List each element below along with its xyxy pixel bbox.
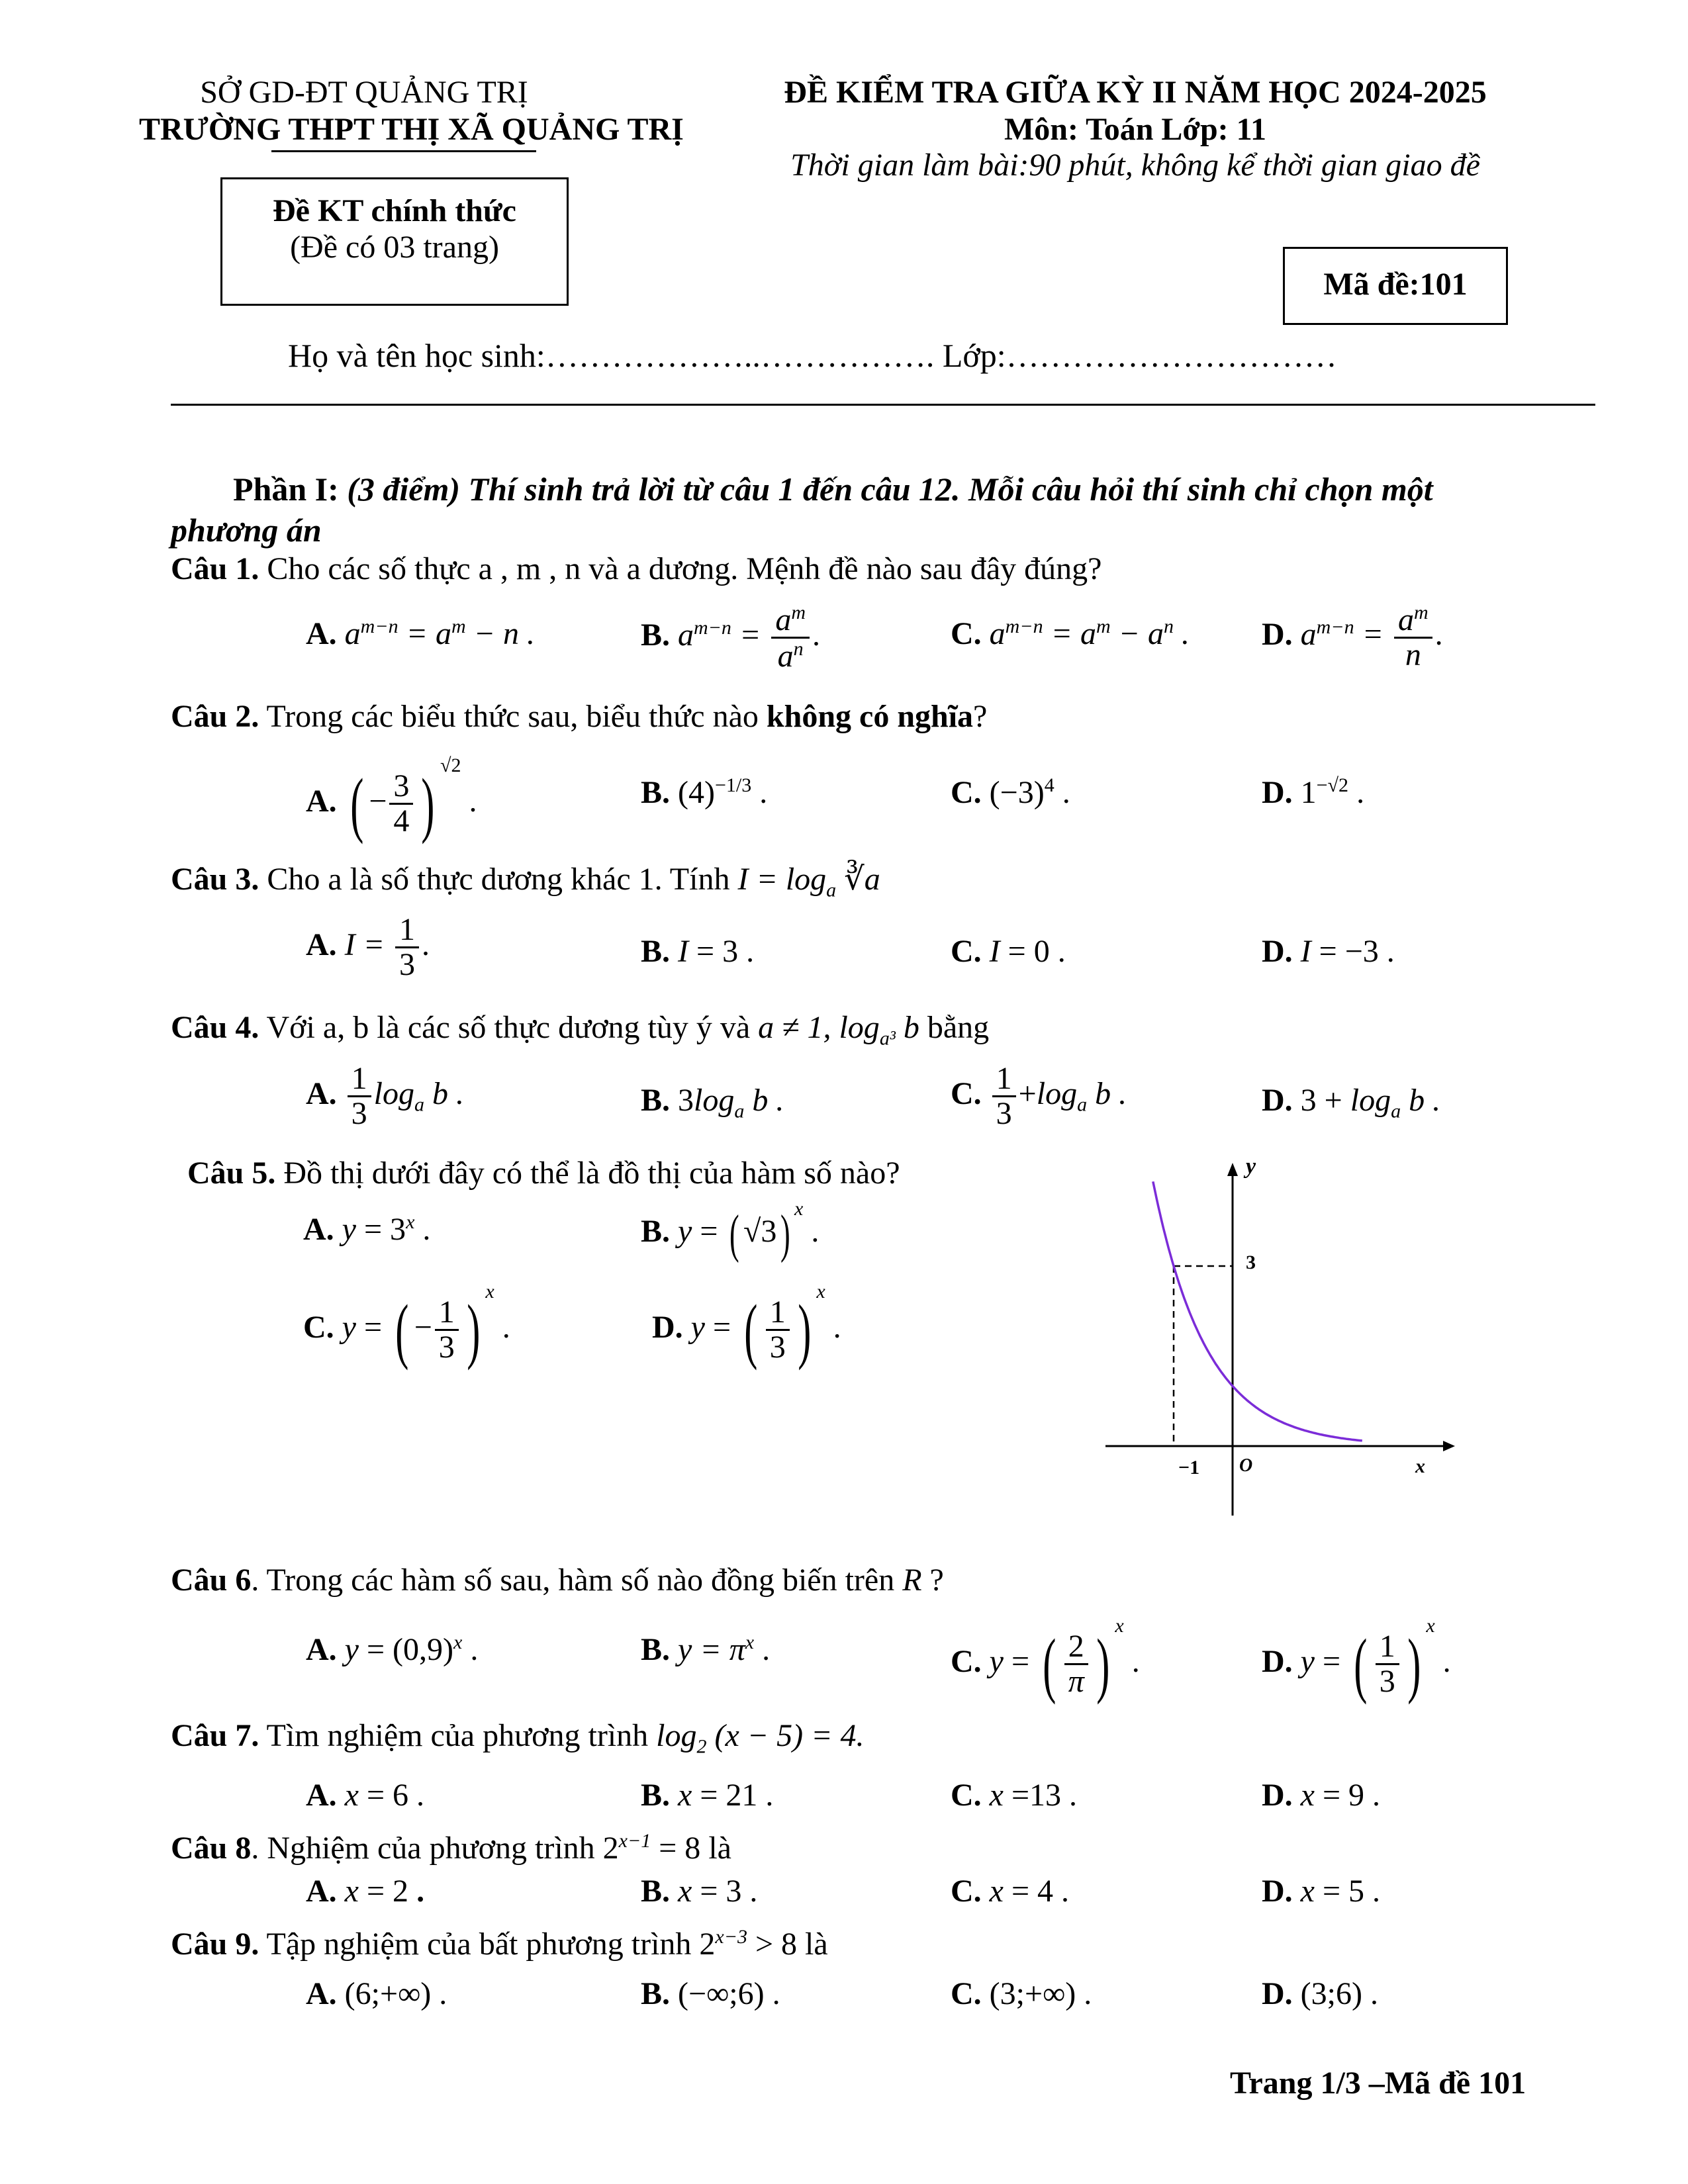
- question-4: Câu 4. Với a, b là các số thực dương tùy ý và a ≠ 1, $\log_{a^3} b$ bằng: [171, 1010, 990, 1050]
- part1-heading-cont: phương án: [171, 512, 322, 549]
- exponential-curve: [1153, 1181, 1362, 1441]
- x-axis-arrow: [1443, 1441, 1455, 1451]
- q6-option-c[interactable]: C. y = ( $\frac{2}{\pi}$ ) $^x$ .: [951, 1615, 1140, 1705]
- question-2: Câu 2. Trong các biểu thức sau, biểu thức nào không có nghĩa?: [171, 699, 988, 734]
- q5-option-b[interactable]: B. y = ( √3) $^x$ .: [641, 1198, 820, 1263]
- graph-y-tick: 3: [1246, 1251, 1256, 1273]
- graph-x-tick: −1: [1178, 1457, 1200, 1479]
- header-school: TRƯỜNG THPT THỊ XÃ QUẢNG TRỊ: [139, 112, 684, 147]
- official-box: [220, 177, 569, 306]
- school-underline: [271, 150, 536, 152]
- exam-time: Thời gian làm bài:90 phút, không kể thời gian giao đề: [790, 148, 1480, 183]
- exam-title: ĐỀ KIỂM TRA GIỮA KỲ II NĂM HỌC 2024-2025: [784, 75, 1487, 110]
- question-3: Câu 3. Cho a là số thực dương khác 1. Tính $I = \log_a$ ∛a: [171, 862, 880, 901]
- official-line1: Đề KT chính thức: [273, 193, 516, 228]
- q5-option-d[interactable]: D. y = ( $\frac{1}{3}$ ) $^x$ .: [652, 1281, 841, 1371]
- question-5: Câu 5. Đồ thị dưới đây có thể là đồ thị của hàm số nào?: [187, 1156, 900, 1191]
- graph-x-label: x: [1415, 1455, 1425, 1477]
- q6-option-d[interactable]: D. y = ( $\frac{1}{3}$ ) $^x$ .: [1262, 1615, 1451, 1705]
- q4-option-c[interactable]: C. $\frac{1}{3}$ $+\log_a$ b .: [951, 1061, 1127, 1132]
- question-7: Câu 7. Tìm nghiệm của phương trình $\log_2 (x - 5) = 4$.: [171, 1718, 865, 1758]
- part1-heading: Phần I: (3 điểm) Thí sinh trả lời từ câu 1 đến câu 12. Mỗi câu hỏi thí sinh chỉ chọn một: [233, 471, 1433, 508]
- page-footer: Trang 1/3 –Mã đề 101: [1230, 2066, 1526, 2101]
- q9-option-d[interactable]: D. (3;6) .: [1262, 1976, 1378, 2011]
- graph-origin-label: O: [1239, 1455, 1253, 1476]
- q2-option-a[interactable]: A. ( − $\frac{3}{4}$ ) $^{√2}$ .: [306, 754, 477, 844]
- q6-option-b[interactable]: B. $y = \pi^x$ .: [641, 1631, 771, 1667]
- q3-option-d[interactable]: D. I = −3 .: [1262, 934, 1395, 969]
- q2-option-c[interactable]: C. $(-3)^4$ .: [951, 774, 1070, 810]
- official-line2: (Đề có 03 trang): [290, 230, 499, 265]
- q7-option-b[interactable]: B. x = 21 .: [641, 1778, 774, 1813]
- q9-option-a[interactable]: A. (6;+∞) .: [306, 1976, 447, 2011]
- q1-option-d[interactable]: D. $a^{m-n}$ = $\frac{a^m}{n}$ .: [1262, 602, 1443, 673]
- exam-code: Mã đề:101: [1323, 267, 1468, 302]
- q5-option-c[interactable]: C. y = ( − $\frac{1}{3}$ ) $^x$ .: [303, 1281, 510, 1371]
- question-9: Câu 9. Tập nghiệm của bất phương trình $2^{x-3} > 8$ là: [171, 1926, 828, 1962]
- q7-option-a[interactable]: A. x = 6 .: [306, 1778, 425, 1813]
- graph-y-label: y: [1246, 1155, 1256, 1179]
- question-1: Câu 1. Cho các số thực a , m , n và a dương. Mệnh đề nào sau đây đúng?: [171, 551, 1102, 586]
- exam-subject: Môn: Toán Lớp: 11: [1004, 112, 1267, 147]
- q1-option-b[interactable]: B. $a^{m-n}$ = $\frac{a^m}{a^n}$ .: [641, 602, 820, 674]
- q2-option-d[interactable]: D. $1^{-√2}$ .: [1262, 774, 1365, 810]
- q6-option-a[interactable]: A. $y = (0,9)^x$ .: [306, 1631, 479, 1667]
- q3-option-b[interactable]: B. I = 3 .: [641, 934, 755, 969]
- q5-graph: [1092, 1155, 1463, 1525]
- q3-option-c[interactable]: C. I = 0 .: [951, 934, 1066, 969]
- q1-option-a[interactable]: A. $a^{m-n} = a^m - n$ .: [306, 615, 536, 651]
- header-divider: [171, 404, 1595, 406]
- question-6: Câu 6. Trong các hàm số sau, hàm số nào đồng biến trên R ?: [171, 1563, 944, 1598]
- exam-code-box: [1283, 247, 1508, 325]
- q2-option-b[interactable]: B. $(4)^{-1/3}$ .: [641, 774, 768, 810]
- q9-option-c[interactable]: C. (3;+∞) .: [951, 1976, 1092, 2011]
- question-8: Câu 8. Nghiệm của phương trình $2^{x-1} = 8$ là: [171, 1830, 731, 1866]
- header-dept: SỞ GD-ĐT QUẢNG TRỊ: [200, 75, 528, 110]
- q7-option-d[interactable]: D. x = 9 .: [1262, 1778, 1381, 1813]
- student-line: Họ và tên học sinh:………………..……………. Lớp:…………………………: [288, 337, 1337, 374]
- q8-option-c[interactable]: C. x = 4 .: [951, 1874, 1070, 1909]
- q4-option-b[interactable]: B. $3\log_a$ b .: [641, 1083, 784, 1122]
- q5-option-a[interactable]: A. $y = 3^x$ .: [303, 1211, 431, 1247]
- q1-option-c[interactable]: C. $a^{m-n} = a^m - a^n$ .: [951, 615, 1190, 651]
- q3-option-a[interactable]: A. I = $\frac{1}{3}$ .: [306, 912, 430, 983]
- q8-option-d[interactable]: D. x = 5 .: [1262, 1874, 1381, 1909]
- y-axis-arrow: [1227, 1163, 1238, 1176]
- q4-option-d[interactable]: D. $3 + \log_a b$ .: [1262, 1083, 1441, 1122]
- q8-option-a[interactable]: A. x = 2 .: [306, 1874, 425, 1909]
- q9-option-b[interactable]: B. (−∞;6) .: [641, 1976, 780, 2011]
- q8-option-b[interactable]: B. x = 3 .: [641, 1874, 758, 1909]
- q7-option-c[interactable]: C. x =13 .: [951, 1778, 1078, 1813]
- q4-option-a[interactable]: A. $\frac{1}{3}$ $\log_a b$ .: [306, 1061, 465, 1132]
